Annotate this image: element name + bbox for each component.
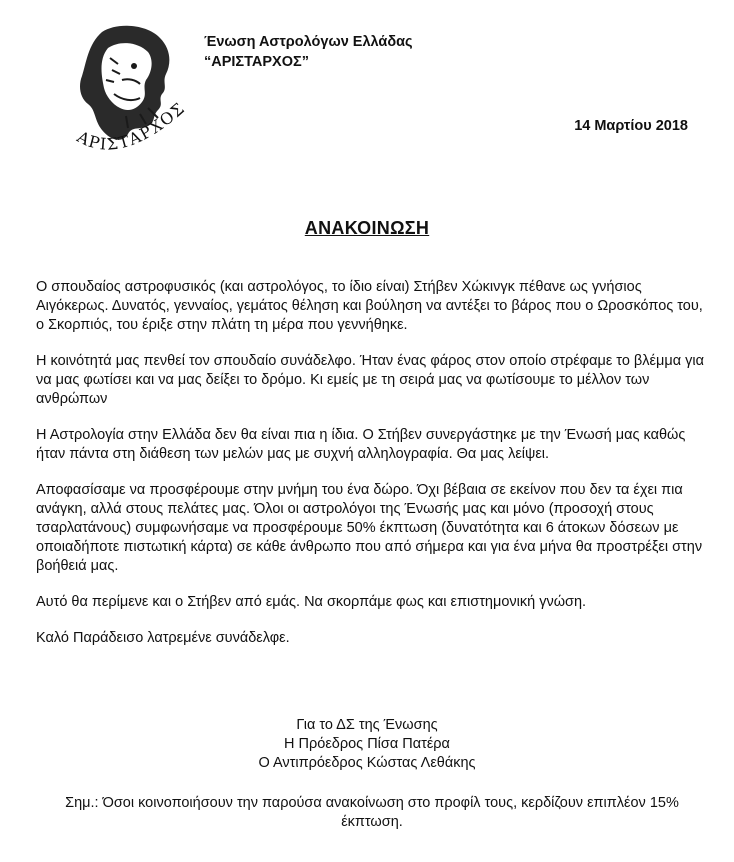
organization-name: Ένωση Αστρολόγων Ελλάδας (204, 34, 413, 50)
signature-line: Για το ΔΣ της Ένωσης (296, 717, 438, 733)
announcement-body (36, 278, 704, 665)
signature-line: Ο Αντιπρόεδρος Κώστας Λεθάκης (258, 755, 476, 771)
signature-line: Η Πρόεδρος Πίσα Πατέρα (284, 736, 450, 752)
signature-block (0, 716, 734, 773)
paragraph: Ο σπουδαίος αστροφυσικός (και αστρολόγος, το ίδιο είναι) Στήβεν Χώκινγκ πέθανε ως γνήσιος Αιγόκερως. Δυνατός, γενναίος, γεμάτος θέληση και βούληση να αντέξει το βάρος που ο Ωροσκόπος του, ο Σκορπιός, του έριξε στην πλάτη τη μέρα που γεννήθηκε. (36, 279, 703, 333)
organization-subtitle: “ΑΡΙΣΤΑΡΧΟΣ” (204, 54, 309, 70)
paragraph: Καλό Παράδεισο λατρεμένε συνάδελφε. (36, 630, 290, 646)
paragraph: Αυτό θα περίμενε και ο Στήβεν από εμάς. Να σκορπάμε φως και επιστημονική γνώση. (36, 594, 587, 610)
footnote: Σημ.: Όσοι κοινοποιήσουν την παρούσα ανακοίνωση στο προφίλ τους, κερδίζουν επιπλέον 15% έκπτωση. (65, 795, 679, 830)
paragraph: Η Αστρολογία στην Ελλάδα δεν θα είναι πια η ίδια. Ο Στήβεν συνεργάστηκε με την Ένωσή μας καθώς ήταν πάντα στη διάθεση των μελών μας με συχνή αλληλογραφία. Θα μας λείψει. (36, 427, 686, 462)
organization-name-block (204, 32, 413, 72)
paragraph: Αποφασίσαμε να προσφέρουμε στην μνήμη του ένα δώρο. Όχι βέβαια σε εκείνον που δεν τα έχει πια ανάγκη, αλλά στους πελάτες μας. Όλοι οι αστρολόγοι της Ένωσής μας και μόνο (προσοχή στους τσαρλατάνους) συμφωνήσαμε να προσφέρουμε 50% έκπτωση (δυνατότητα και 6 άτοκων δόσεων με οποιαδήποτε πιστωτική κάρτα) σε κάθε άνθρωπο που από σήμερα και για ένα μήνα θα προστρέξει στην βοήθειά μας. (36, 482, 703, 574)
document-date: 14 Μαρτίου 2018 (574, 118, 688, 134)
svg-text:ΑΡΙΣΤΑΡΧΟΣ: ΑΡΙΣΤΑΡΧΟΣ (74, 98, 189, 154)
paragraph: Η κοινότητά μας πενθεί τον σπουδαίο συνάδελφο. Ήταν ένας φάρος στον οποίο στρέφαμε το βλέμμα για να μας φωτίσει και να μας δείξει το δρόμο. Κι εμείς με τη σειρά μας να φωτίσουμε το μέλλον των ανθρώπων (36, 353, 704, 407)
organization-logo (62, 18, 194, 168)
logo-text-arc (62, 18, 194, 168)
page-title: ΑΝΑΚΟΙΝΩΣΗ (304, 218, 430, 238)
